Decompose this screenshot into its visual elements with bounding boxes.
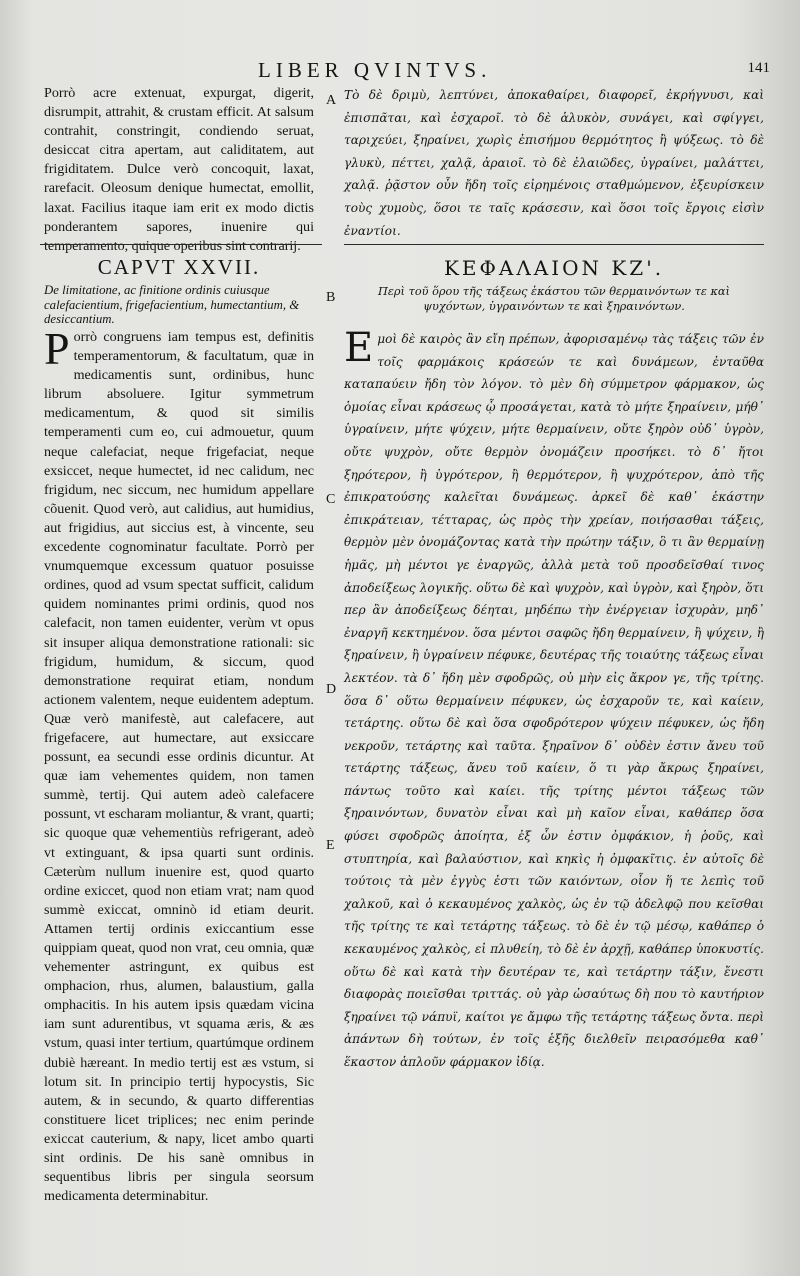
greek-dropcap: Ε (344, 325, 374, 371)
latin-body-paragraph (44, 323, 314, 1206)
latin-dropcap: P (44, 323, 70, 374)
latin-top-column (44, 84, 314, 256)
margin-letter-c: C (326, 492, 336, 507)
greek-chapter-subtitle: Περὶ τοῦ ὅρου τῆς τάξεως ἑκάστου τῶν θερμαινόντων τε καὶ ψυχόντων, ὑγραινόντων τε καὶ ξηραινόντων. (378, 285, 730, 313)
latin-body-column (44, 323, 314, 1206)
greek-chapter-heading: ΚΕΦΑΛΑΙΟΝ ΚΖ'. (443, 256, 665, 280)
latin-top-paragraph: Porrò acre extenuat, expurgat, digerit, disrumpit, attrahit, & crustam efficit. At salsum contrahit, constringit, condiendo seruat, desiccat citra apertam, aut caliditatem, aut frigiditatem. Dulce verò concoquit, laxat, rarefacit. Oleosum denique humectat, emollit, laxat. Facilius itaque iam erit ex modo dictis ponderantem sapores, inuenire qui temperamento, quique operibus sint contrarij. (44, 85, 314, 254)
running-title: LIBER QVINTVS. (258, 58, 492, 82)
greek-body-column (344, 325, 764, 1074)
latin-chapter-subtitle: De limitatione, ac finitione ordinis cuiusque calefacientium, frigefacientium, humectantium, & desiccantium. (44, 283, 300, 326)
greek-top-paragraph: Τὸ δὲ δριμὺ, λεπτύνει, ἀποκαθαίρει, διαφορεῖ, ἐκρήγνυσι, καὶ ἐπισπᾶται, καὶ ἐσχαροῖ. τὸ δὲ ἁλυκὸν, συνάγει, καὶ σφίγγει, ταριχεύει, ξηραίνει, χωρὶς ἐπισήμου θερμότητος ἢ ψύξεως. τὸ δὲ γλυκὺ, πέττει, χαλᾷ, ἀραιοῖ. τὸ δὲ ἐλαιῶδες, ὑγραίνει, μαλάττει, χαλᾷ. ῥᾷστον οὖν ἤδη τοῖς εἰρημένοις σταθμώμενον, ἐξευρίσκειν τοὺς χυμοὺς, ὅσοι τε ταῖς κράσεσιν, καὶ ὅσοι τοῖς ἔργοις εἰσὶν ἐναντίοι. (344, 88, 764, 238)
margin-letter-d: D (326, 682, 337, 697)
greek-rule (344, 244, 764, 245)
margin-letter-a: A (326, 93, 337, 108)
latin-chapter-heading: CAPVT XXVII. (97, 255, 261, 279)
margin-letter-b: B (326, 290, 336, 305)
latin-body-text: orrò congruens iam tempus est, definitis temperamentorum, & facultatum, quæ in medicamentis sunt, ordinibus, hunc librum absoluere. Igitur symmetrum medicamentum, & quod sit similis temperamenti cum eo, cui admouetur, quum neque calefaciat, neque frigefaciat, neque exsiccet, neque humectet, id nec calidum, nec frigidum, nec siccum, nec humidum appellare cõuenit. Quod verò, aut calidius, aut humidius, aut frigidius, aut siccius est, à vincente, seu excedente cognominatur facultate. Porrò per vnumquemque excessum quatuor posuisse ordines, quod ad vsum spectat sufficit, calidum quidem nominantes primi ordinis, quod nos calefacit, non tamen euidenter, verùm vt opus sit insuper aliqua demonstratione rationali: sic frigidum, humidum, & siccum, quod demonstratione requirat etiam, nondum actionem valentem, neque euidentem adeptum. Quæ verò manifestè, aut calefacere, aut frigefacere, aut humectare, aut exsiccare possunt, ea secundi esse ordinis dicuntur. At quæ iam vehementes quidem, non tamen summè, tertij. Qui autem adeò calefacere possunt, vt escharam moliantur, & vrant, quarti; sic quoque quæ vehementiùs refrigerant, adeò vt extinguant, & ipsa quarti sunt ordinis. Cæterùm nullum inuenire est, quod quarto ordine exiccet, quod non etiam vrat; nam quod summè exiccat, omninò id etiam deurit. Attamen tertij ordinis exiccantium esse quippiam queat, quod non vrat, ceu omnia, quæ vehementer astringunt, ex quibus est omphacion, rhus, alumen, balaustium, galla omphacitis. In his autem ipsis quædam vicina iam sunt adurentibus, vt squama æris, & æs vstum, quasi inter tertium, quartúmque ordinem dubiè hæreant. In medio tertij est æs vstum, si lotum sit. In principio tertij hypocystis, Sic autem, & in secundo, & quarto differentias constituere licet triplices; nec enim perinde exiccat cauterium, & napy, licet ambo quarti sint ordinis. De his sanè omnibus in sequentibus libris per singula seorsum medicamenta determinabitur. (44, 329, 314, 1205)
greek-top-column (344, 84, 764, 242)
latin-rule (40, 244, 322, 245)
margin-letter-e: E (326, 838, 335, 853)
greek-body-text: μοὶ δὲ καιρὸς ἂν εἴη πρέπων, ἀφορισαμένῳ τὰς τάξεις τῶν ἐν τοῖς φαρμάκοις κράσεών τε καὶ δυνάμεων, ἐνταῦθα καταπαύειν ἤδη τὸν λόγον. τὸ μὲν δὴ σύμμετρον φάρμακον, ὡς ὁμοίας εἶναι κράσεως ᾧ προσάγεται, κατὰ τὸ μήτε ξηραίνειν, μήθ᾽ ὑγραίνειν, μήτε ψύχειν, μήτε θερμαίνειν, οὔτε ξηρὸν οὐδ᾽ ὑγρὸν, οὔτε ψυχρὸν, οὔτε θερμὸν ὀνομάζειν προσήκει. τὸ δ᾽ ἤτοι ξηρότερον, ἢ ὑγρότερον, ἢ θερμότερον, ἢ ψυχρότερον, ἀπὸ τῆς ἐπικρατούσης καλεῖται δυνάμεως. ἀρκεῖ δὲ καθ᾽ ἑκάστην ἐπικράτειαν, τέτταρας, ὡς πρὸς τὴν χρείαν, ποιήσασθαι τάξεις, θερμὸν μὲν ὀνομάζοντας κατὰ τὴν πρώτην τάξιν, ὃ τι ἂν θερμαίνῃ ἡμᾶς, μὴ μέντοι γε ἐναργῶς, ἀλλὰ μετὰ τοῦ προσδεῖσθαί τινος ἀποδείξεως λογικῆς. οὕτω δὲ καὶ ψυχρὸν, καὶ ὑγρὸν, καὶ ξηρὸν, ὅτι περ ἂν ἀποδείξεως δέηται, μηδέπω τὴν ἐνέργειαν ἰσχυρὰν, μηδ᾽ ἐναργῆ κεκτημένον. ὅσα μέντοι σαφῶς ἤδη θερμαίνειν, ἢ ψύχειν, ἢ ξηραίνειν, ἢ ὑγραίνειν πέφυκε, δευτέρας τῆς τοιαύτης τάξεως εἶναι λεκτέον. τὰ δ᾽ ἤδη μὲν σφοδρῶς, οὐ μὴν εἰς ἄκρον γε, τῆς τρίτης. ὅσα δ᾽ οὕτω θερμαίνειν πέφυκεν, ὡς ἐσχαροῦν τε, καὶ καίειν, τετάρτης. οὕτω δὲ καὶ ὅσα σφοδρότερον ψύχειν πέφυκεν, ὡς ἤδη νεκροῦν, τετάρτης καὶ ταῦτα. ξηραῖνον δ᾽ οὐδὲν ἐστιν ἄνευ τοῦ τετάρτης τάξεως, ἄνευ τοῦ καίειν, ὅ τι γὰρ ἄκρως ξηραίνει, πάντως τοῦτο καὶ καίει. τῆς τρίτης μέντοι τάξεως τῶν ξηραινόντων, δυνατὸν εἶναι καὶ μὴ καῖον εἶναι, καθάπερ ὅσα φύσει σφοδρῶς ἀποίητα, ἐξ ὧν ἐστιν ὀμφάκιον, ἡ ῥοῦς, καὶ στυπτηρία, καὶ βαλαύστιον, καὶ κηκὶς ἡ ὀμφακῖτις. ἐν αὐτοῖς δὲ τούτοις τὰ μὲν ἐγγὺς ἐστι τῶν καιόντων, οἷον ἥ τε λεπὶς τοῦ χαλκοῦ, καὶ ὁ κεκαυμένος χαλκὸς, ὡς ἐν τῷ ἀδελφῷ που κεῖσθαι τῆς τρίτης τε καὶ τετάρτης τάξεως. τὸ δὲ ἐν τῷ μέσῳ, καθάπερ ὁ κεκαυμένος χαλκὸς, εἰ πλυθείη, τὸ δὲ ἐν ἀρχῇ, καθάπερ ὑποκυστίς. οὕτω δὲ καὶ κατὰ τὴν δευτέραν τε, καὶ τετάρτην τάξιν, ἔνεστι διαφορὰς ποιεῖσθαι τριττάς. οὐ γὰρ ὡσαύτως δὴ που τὸ καυτήριον ξηραίνει τῷ νάπυϊ, καίτοι γε ἄμφω τῆς τετάρτης τάξεως ὄντα. περὶ ἁπάντων δὴ τούτων, ἐν τοῖς ἑξῆς διελθεῖν πειρασόμεθα καθ᾽ ἕκαστον ἁπλοῦν φάρμακον ἰδίᾳ. (344, 332, 764, 1069)
folio-number: 141 (747, 60, 770, 76)
running-head (0, 58, 800, 80)
greek-body-paragraph (344, 325, 764, 1074)
